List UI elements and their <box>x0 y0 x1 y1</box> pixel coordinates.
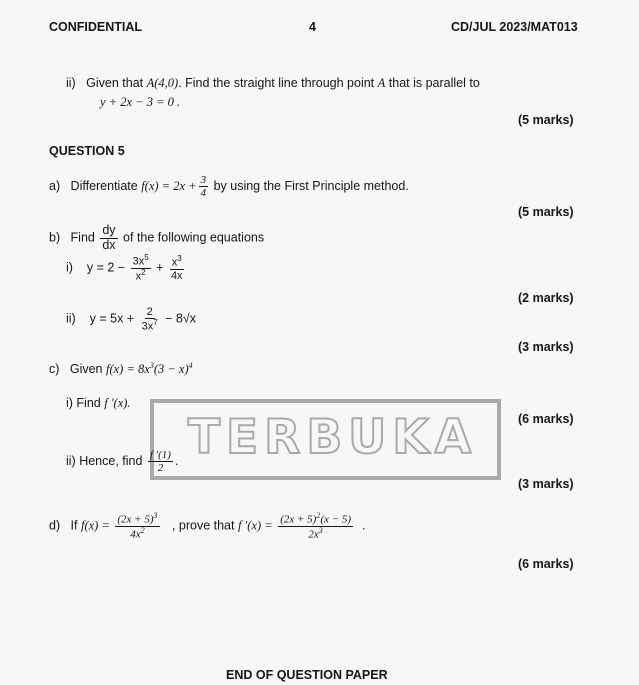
q5bii-num: 2 <box>146 306 153 318</box>
q5b-dy: dy <box>102 223 116 237</box>
q5cii-frac <box>148 449 173 474</box>
stamp-text: TERBUKA <box>188 410 478 465</box>
q4ii-marks: (5 marks) <box>518 113 574 127</box>
q5d-marks: (6 marks) <box>518 557 574 571</box>
q5d-frac <box>115 512 159 541</box>
q5a-line <box>49 174 409 199</box>
page-number: 4 <box>309 20 316 34</box>
q5cii-den: 2 <box>157 462 164 475</box>
q4ii-label: ii) <box>66 76 76 90</box>
q5a-fraction <box>199 174 209 199</box>
q5d-if: If <box>70 518 78 533</box>
q5cii-label: ii) Hence, find <box>66 453 143 468</box>
q5b-text2: of the following equations <box>123 230 265 245</box>
q5d-denexp: 2 <box>140 525 145 535</box>
q5cii-tail: . <box>174 453 179 468</box>
q5bi-frac1 <box>131 254 151 283</box>
q5bi-d1exp: 2 <box>141 267 146 277</box>
q4ii-point-name: A <box>377 76 386 90</box>
q5d-num2a: (2x + 5) <box>280 513 317 526</box>
q5bii-lhs: y = 5x + <box>89 311 135 326</box>
q5bii-rest: − 8√x <box>165 311 196 326</box>
q5d-den: 4x <box>130 528 141 541</box>
q5a-text1: Differentiate <box>70 178 138 193</box>
q5cii-num: f ′(1) <box>149 449 171 461</box>
q4ii-text3: that is parallel to <box>388 76 480 90</box>
q5b-line <box>49 224 264 253</box>
q5c-line <box>49 361 193 377</box>
q5bi-n1exp: 5 <box>144 253 149 262</box>
header-left: CONFIDENTIAL <box>49 20 143 34</box>
q5bii-den: 3x <box>141 320 154 333</box>
q5bi-n2: x <box>171 256 178 269</box>
q5cii-marks: (3 marks) <box>518 477 574 491</box>
q5bi-d1: x <box>135 270 142 283</box>
q5ci-label: i) Find <box>66 396 101 410</box>
q4ii-line-equation: y + 2x − 3 = 0 . <box>100 95 181 109</box>
q5d-numexp: 3 <box>153 511 158 520</box>
q5b-label: b) <box>49 230 61 245</box>
q5bi-frac2 <box>169 255 185 282</box>
q5b-dx: dx <box>102 237 116 252</box>
q5a-frac-num: 3 <box>200 174 207 186</box>
q5bi-d2: 4x <box>170 269 183 282</box>
q4ii-text2: . Find the straight line through point <box>178 76 375 90</box>
q5d-mid: , prove that <box>171 518 235 533</box>
q5ci-line <box>66 396 131 411</box>
q5a-marks: (5 marks) <box>518 205 574 219</box>
q5bi-n1: 3x <box>132 255 145 268</box>
q5bii-line <box>66 306 196 333</box>
q5-title: QUESTION 5 <box>49 144 125 158</box>
q5d-line <box>49 512 365 541</box>
q5d-tail: . <box>361 518 366 533</box>
q5d-num2exp: 2 <box>316 511 321 520</box>
q5d-lhs2: f ′(x) = <box>237 518 273 533</box>
q5a-function: f(x) = 2x + <box>141 178 197 193</box>
q5bi-lhs: y = 2 − <box>86 260 126 275</box>
q5bii-marks: (3 marks) <box>518 340 574 354</box>
q4ii-point: A(4,0) <box>146 76 179 90</box>
q5cii-line <box>66 449 178 474</box>
footer-end: END OF QUESTION PAPER <box>226 668 388 682</box>
q5d-frac2 <box>278 512 353 541</box>
q5c-text: Given <box>69 362 103 377</box>
q5bi-marks: (2 marks) <box>518 291 574 305</box>
q5a-frac-den: 4 <box>200 187 207 200</box>
q5c-label: c) <box>49 362 60 377</box>
q5d-num: (2x + 5) <box>117 513 154 526</box>
q5a-text2: by using the First Principle method. <box>213 178 409 193</box>
q5bi-n2exp: 3 <box>177 253 182 263</box>
header-right: CD/JUL 2023/MAT013 <box>451 20 578 34</box>
q4ii-text1: Given that <box>86 76 144 90</box>
q5c-exp2: 4 <box>188 361 193 370</box>
q5d-lhs: f(x) = <box>80 518 110 533</box>
q5d-label: d) <box>49 518 61 533</box>
q5ci-marks: (6 marks) <box>518 412 574 426</box>
q5bii-frac <box>140 306 160 333</box>
q5a-label: a) <box>49 178 61 193</box>
q5b-text1: Find <box>70 230 95 245</box>
q5c-eq2: (3 − x) <box>153 362 189 377</box>
q5d-den2exp: 3 <box>318 525 323 535</box>
q5c-eq: f(x) = 8x <box>105 362 150 377</box>
q5bii-label: ii) <box>66 311 76 326</box>
q5d-num2b: (x − 5) <box>320 513 351 526</box>
q5bi-line <box>66 254 187 283</box>
q5c-exp1: 3 <box>149 361 154 370</box>
q5d-den2: 2x <box>308 528 319 541</box>
q5bi-label: i) <box>66 260 73 275</box>
q5bii-denexp: 7 <box>153 318 158 328</box>
q5ci-expr: f ′(x). <box>104 396 131 410</box>
q5b-dydx <box>100 224 117 253</box>
q4ii-line1 <box>66 76 480 91</box>
q5bi-plus: + <box>156 260 164 275</box>
